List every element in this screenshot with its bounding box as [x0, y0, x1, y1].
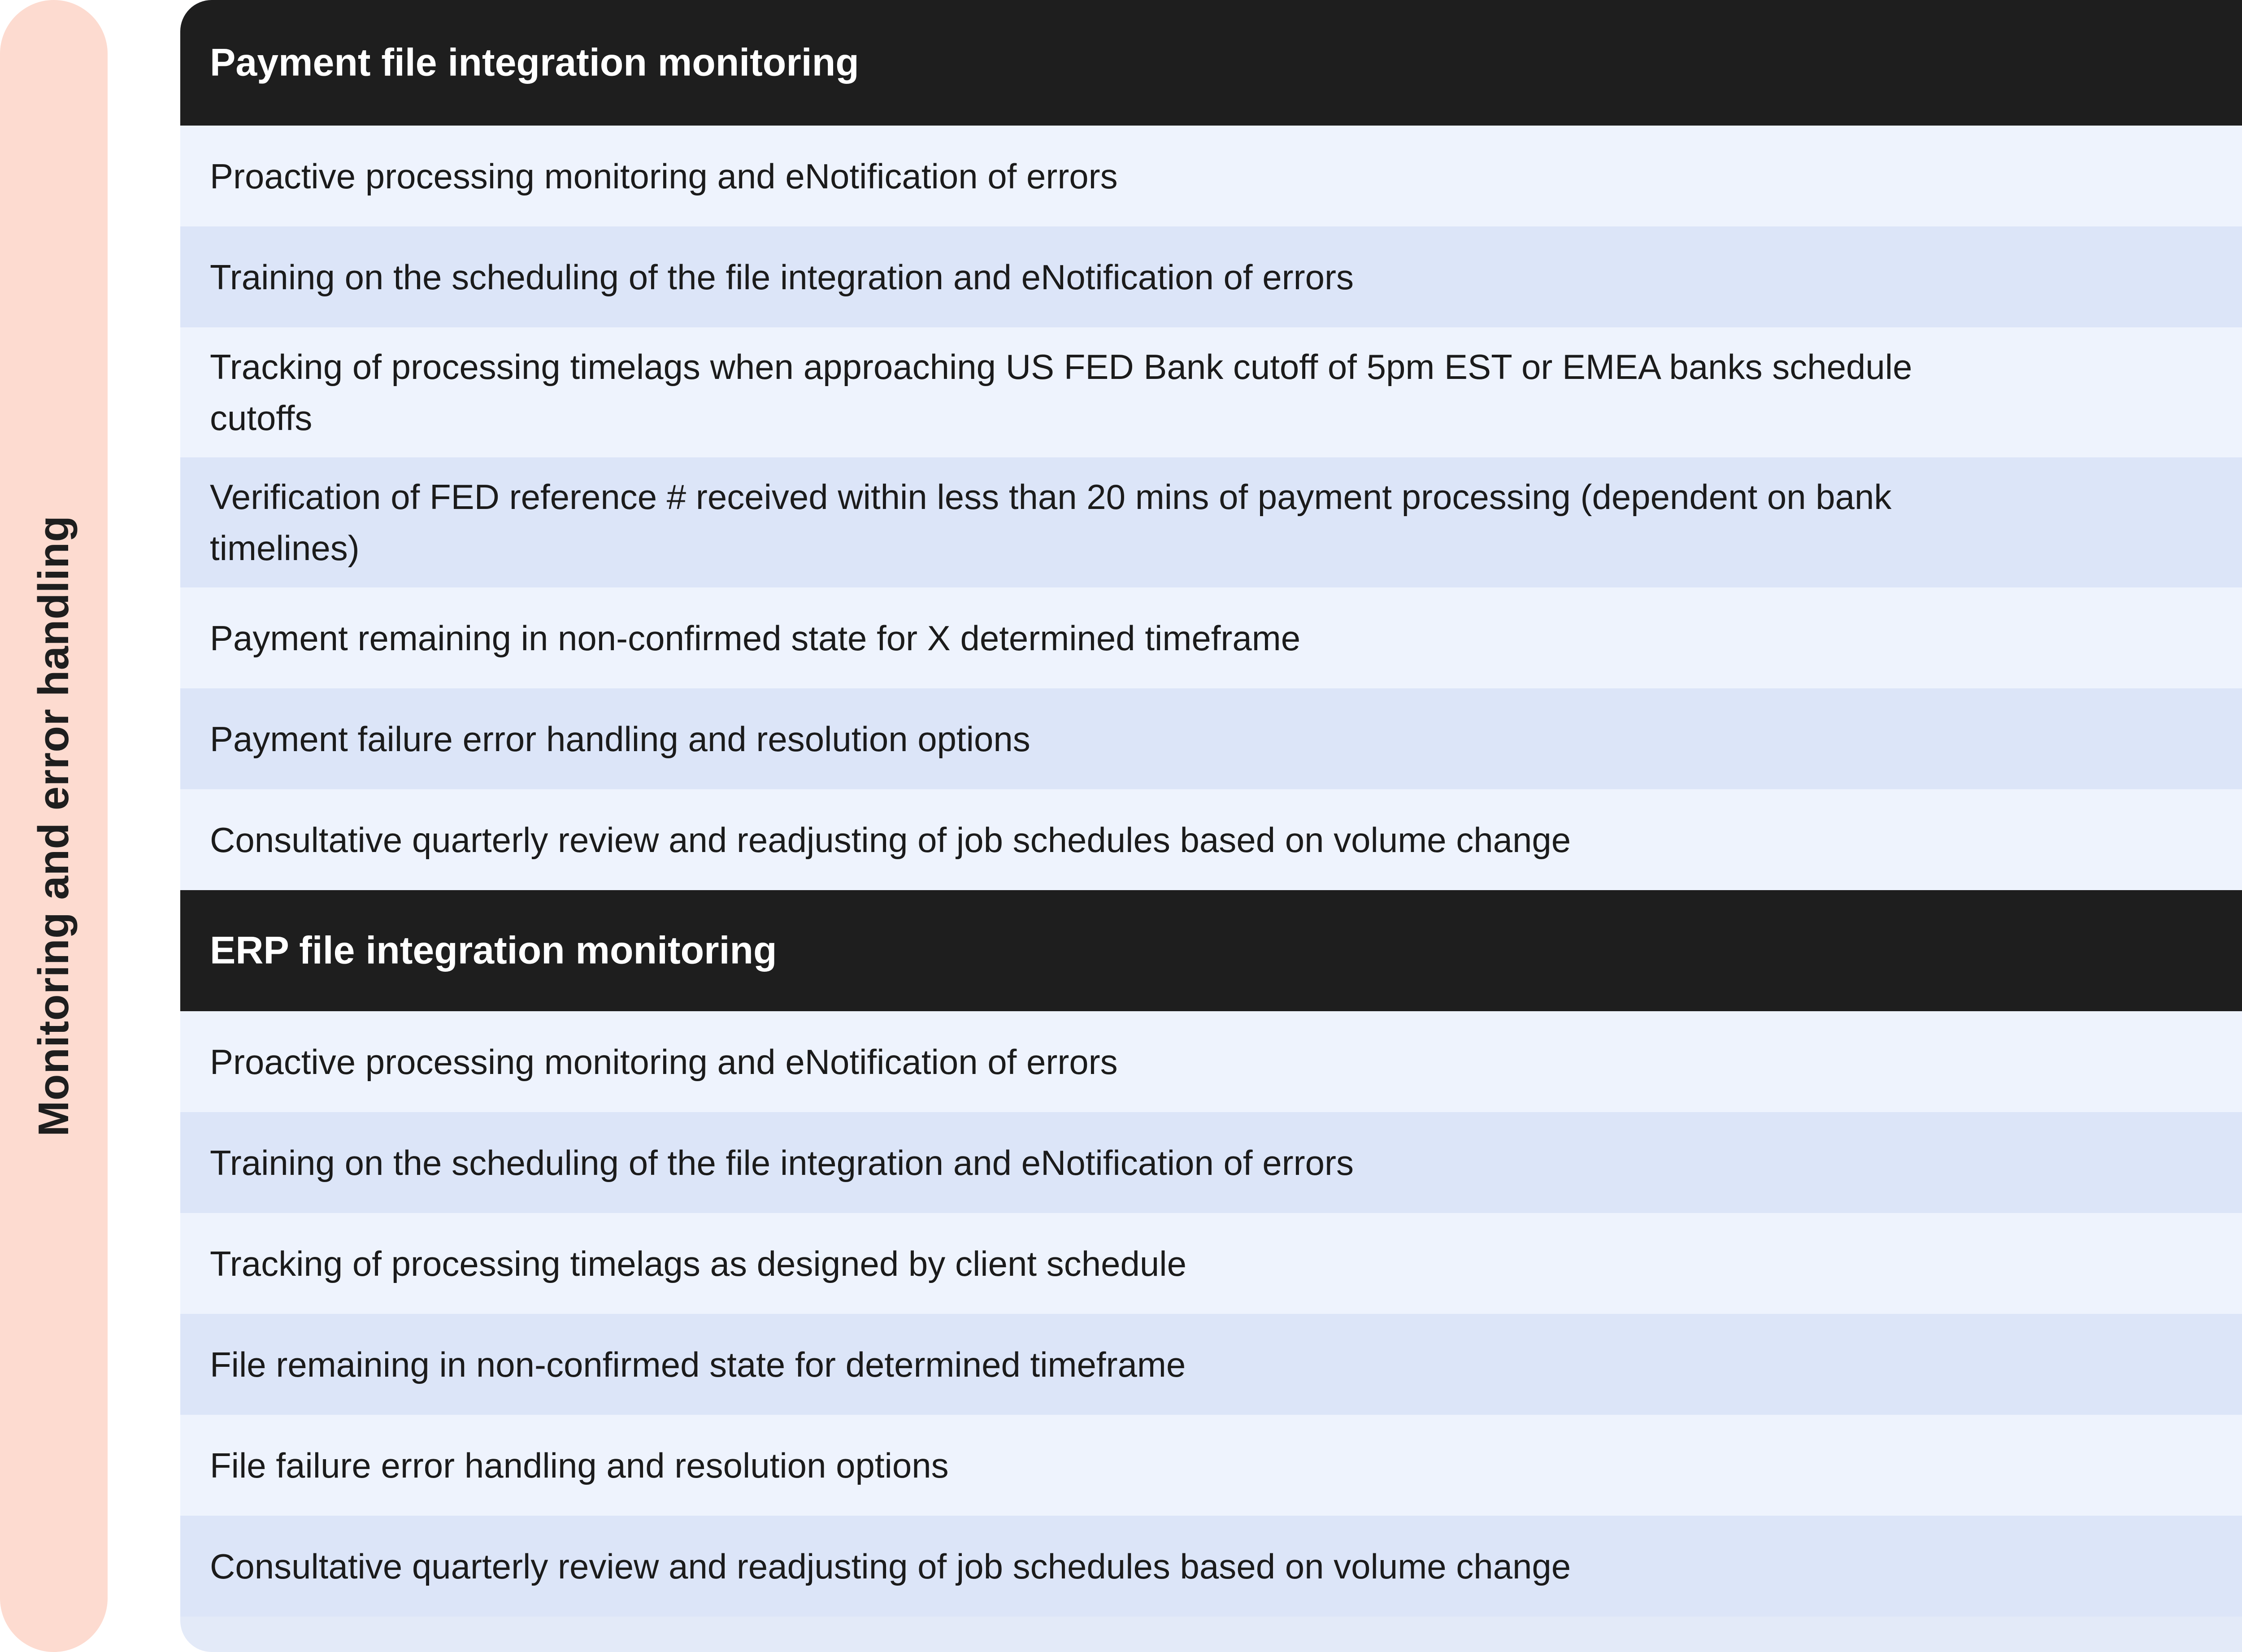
- comparison-table: [180, 0, 2242, 1652]
- feature-label: Consultative quarterly review and readjusting of job schedules based on volume change: [210, 1546, 1571, 1586]
- table-row: [180, 126, 2242, 226]
- feature-label: Verification of FED reference # received within less than 20 mins of payment processing (dependent on bank timelines): [210, 477, 1892, 568]
- table-row: [180, 457, 2242, 587]
- feature-label: File failure error handling and resolution options: [210, 1445, 949, 1485]
- section-title: ERP file integration monitoring: [210, 929, 777, 972]
- feature-label: Proactive processing monitoring and eNotification of errors: [210, 1042, 1118, 1082]
- table-row: [180, 1011, 2242, 1112]
- feature-label: Payment failure error handling and resolution options: [210, 719, 1030, 759]
- table-row: [180, 1516, 2242, 1617]
- feature-label: Payment remaining in non-confirmed state for X determined timeframe: [210, 618, 1301, 658]
- section-header: [180, 0, 2242, 126]
- section-title: Payment file integration monitoring: [210, 41, 859, 84]
- table-row: [180, 1314, 2242, 1415]
- feature-label: Training on the scheduling of the file integration and eNotification of errors: [210, 1143, 1354, 1182]
- section-side-tab: [0, 0, 108, 1652]
- table-row: [180, 1415, 2242, 1516]
- table-row: [180, 327, 2242, 457]
- feature-label: Tracking of processing timelags as designed by client schedule: [210, 1243, 1186, 1283]
- feature-label: Proactive processing monitoring and eNotification of errors: [210, 156, 1118, 196]
- table-row: [180, 789, 2242, 890]
- table-row: [180, 587, 2242, 688]
- feature-label: Tracking of processing timelags when approaching US FED Bank cutoff of 5pm EST or EMEA banks schedule cutoffs: [210, 347, 1912, 438]
- table-row: [180, 1112, 2242, 1213]
- feature-label: File remaining in non-confirmed state for determined timeframe: [210, 1344, 1186, 1384]
- feature-label: Training on the scheduling of the file integration and eNotification of errors: [210, 257, 1354, 297]
- table-row: [180, 1213, 2242, 1314]
- section-header: [180, 890, 2242, 1011]
- table-row: [180, 226, 2242, 327]
- side-label: Monitoring and error handling: [30, 515, 78, 1137]
- table-row: [180, 688, 2242, 789]
- feature-label: Consultative quarterly review and readjusting of job schedules based on volume change: [210, 820, 1571, 860]
